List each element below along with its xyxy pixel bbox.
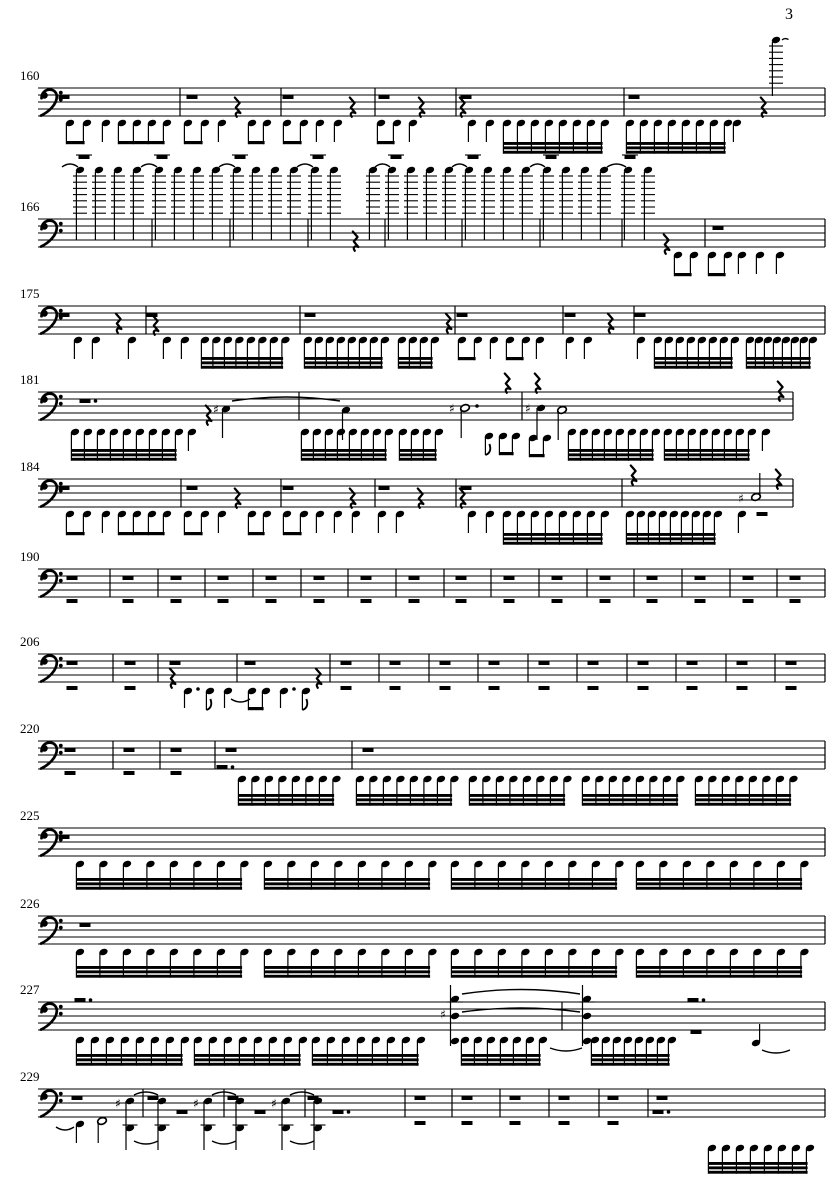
- bass-clef-icon: [41, 308, 63, 334]
- measure-number: 206: [20, 634, 40, 649]
- bass-clef-icon: [41, 1091, 63, 1117]
- system-227: [20, 982, 825, 1066]
- measure-number: 190: [20, 549, 40, 564]
- bass-clef-icon: [41, 1004, 63, 1030]
- system-184: [20, 459, 793, 545]
- bass-clef-icon: [41, 743, 63, 769]
- measure-number: 226: [20, 896, 40, 911]
- measure-number: 166: [20, 199, 40, 214]
- page-number: 3: [785, 6, 793, 23]
- measure-number: 227: [20, 982, 40, 997]
- system-226: [20, 896, 825, 978]
- sharp-accidental: ♯: [213, 402, 219, 417]
- measure-number: 160: [20, 68, 40, 83]
- measure-number: 184: [20, 459, 40, 474]
- sharp-accidental: ♯: [738, 491, 744, 506]
- measure-number: 175: [20, 286, 40, 301]
- system-166: [20, 155, 825, 276]
- sharp-accidental: ♯: [440, 1007, 446, 1022]
- bass-clef-icon: [41, 571, 63, 597]
- measure-number: 220: [20, 721, 40, 736]
- sharp-accidental: ♯: [193, 1096, 199, 1111]
- bass-clef-icon: [41, 656, 63, 682]
- bass-clef-icon: [41, 90, 63, 116]
- measure-number: 181: [20, 372, 40, 387]
- system-181: [20, 372, 793, 461]
- system-206: [20, 634, 825, 710]
- measure-number: 225: [20, 808, 40, 823]
- system-175: [20, 286, 825, 369]
- system-229: [20, 1069, 825, 1174]
- system-190: [20, 549, 825, 603]
- sharp-accidental: ♯: [271, 1096, 277, 1111]
- system-220: [20, 721, 825, 806]
- bass-clef-icon: [41, 481, 63, 507]
- measure-number: 229: [20, 1069, 40, 1084]
- sharp-accidental: ♯: [449, 401, 455, 416]
- bass-clef-icon: [41, 221, 63, 247]
- bass-clef-icon: [41, 918, 63, 944]
- system-225: [20, 808, 825, 890]
- system-160: [20, 36, 825, 154]
- sharp-accidental: ♯: [115, 1096, 121, 1111]
- sharp-accidental: ♯: [525, 401, 531, 416]
- bass-clef-icon: [41, 830, 63, 856]
- bass-clef-icon: [41, 394, 63, 420]
